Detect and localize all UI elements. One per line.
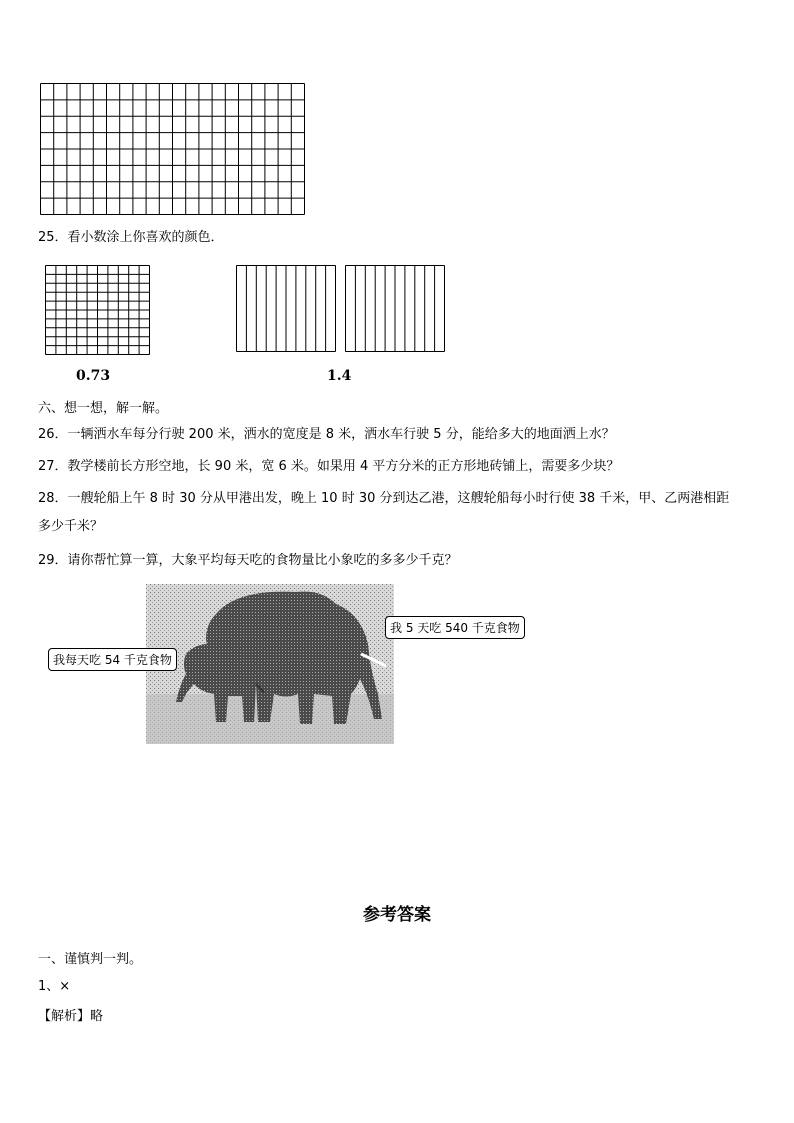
- section-6-title: 六、想一想，解一解。: [38, 401, 169, 416]
- question-25: 25．看小数涂上你喜欢的颜色．: [38, 230, 224, 245]
- answer-analysis: 【解析】略: [38, 1009, 104, 1024]
- hundred-grid: [45, 265, 150, 355]
- decimal-label-left: 0.73: [76, 368, 111, 384]
- top-grid: [40, 83, 305, 215]
- question-29: 29．请你帮忙算一算，大象平均每天吃的食物量比小象吃的多多少千克？: [38, 553, 458, 568]
- elephant-photo: [146, 584, 394, 744]
- question-27: 27．教学楼前长方形空地，长 90 米，宽 6 米。如果用 4 平方分米的正方形地砖铺上，需要多少块？: [38, 459, 620, 474]
- question-26: 26．一辆洒水车每分行驶 200 米，洒水的宽度是 8 米，洒水车行驶 5 分，能给多大的地面洒上水？: [38, 427, 615, 442]
- answers-title: 参考答案: [363, 905, 431, 925]
- answer-item-1: 1、×: [38, 979, 71, 994]
- question-28-line-2: 多少千米？: [38, 519, 104, 534]
- speech-bubble-small-elephant: 我每天吃 54 千克食物: [48, 648, 177, 671]
- decimal-label-right: 1.4: [327, 368, 352, 384]
- tenths-strip-right: [345, 265, 445, 352]
- tenths-strip-left: [236, 265, 336, 352]
- answers-section-1: 一、谨慎判一判。: [38, 952, 143, 967]
- question-28-line-1: 28．一艘轮船上午 8 时 30 分从甲港出发，晚上 10 时 30 分到达乙港，这艘轮船每小时行使 38 千米，甲、乙两港相距: [38, 491, 730, 506]
- speech-bubble-big-elephant: 我 5 天吃 540 千克食物: [385, 616, 525, 639]
